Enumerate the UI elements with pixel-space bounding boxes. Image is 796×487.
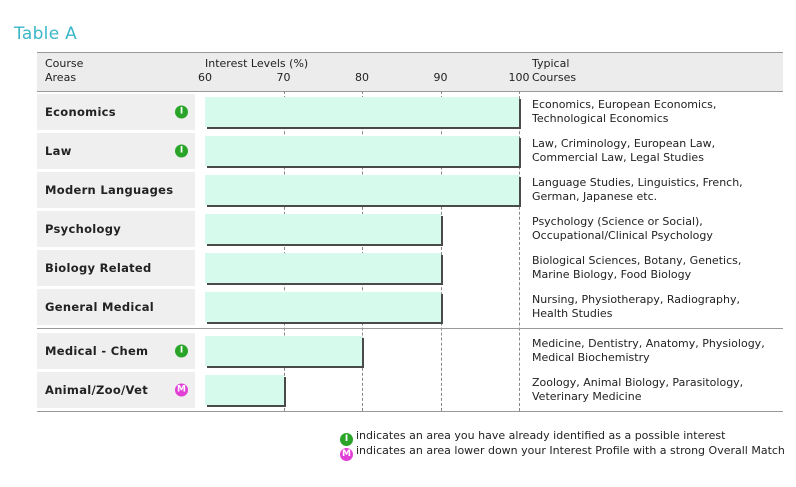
bar-psychology	[205, 214, 441, 244]
course-area-name: Modern Languages	[45, 183, 174, 197]
badge-i-icon: I	[175, 106, 188, 119]
course-line: Technological Economics	[532, 112, 669, 125]
row-label	[37, 250, 195, 286]
header-courses-line2: Courses	[532, 71, 577, 84]
course-line: Economics, European Economics,	[532, 98, 717, 111]
row-label	[37, 94, 195, 130]
header-typical-courses	[532, 57, 576, 85]
course-line: Psychology (Science or Social),	[532, 215, 703, 228]
row-label	[37, 333, 195, 369]
bar-general-medical	[205, 292, 441, 322]
bar-modern-languages	[205, 175, 519, 205]
gridline-100	[519, 91, 520, 411]
typical-courses	[532, 293, 782, 321]
legend-text-m: indicates an area lower down your Interest Profile with a strong Overall Match	[356, 444, 785, 457]
course-line: Biological Sciences, Botany, Genetics,	[532, 254, 742, 267]
course-line: Veterinary Medicine	[532, 390, 642, 403]
typical-courses	[532, 376, 782, 404]
course-line: Zoology, Animal Biology, Parasitology,	[532, 376, 744, 389]
tick-label-70: 70	[276, 71, 291, 84]
typical-courses	[532, 254, 782, 282]
legend-badge-i: I	[340, 433, 353, 446]
badge-i-icon: I	[175, 345, 188, 358]
tick-label-60: 60	[198, 71, 212, 84]
legend-text-i: indicates an area you have already identified as a possible interest	[356, 429, 726, 442]
header-areas-line2: Areas	[45, 71, 77, 84]
course-line: Medical Biochemistry	[532, 351, 650, 364]
course-area-name: General Medical	[45, 300, 155, 314]
course-line: Law, Criminology, European Law,	[532, 137, 716, 150]
row-label	[37, 172, 195, 208]
bar-economics	[205, 97, 519, 127]
bar-biology-related	[205, 253, 441, 283]
course-area-name: Law	[45, 144, 72, 158]
course-line: Occupational/Clinical Psychology	[532, 229, 713, 242]
tick-label-80: 80	[355, 71, 369, 84]
course-line: Nursing, Physiotherapy, Radiography,	[532, 293, 741, 306]
badge-i-icon: I	[175, 145, 188, 158]
header-course-line1: Course	[45, 57, 84, 70]
tick-label-90: 90	[433, 71, 448, 84]
typical-courses	[532, 337, 782, 365]
group-divider	[37, 328, 783, 329]
row-label	[37, 133, 195, 169]
course-area-name: Psychology	[45, 222, 122, 236]
bar-law	[205, 136, 519, 166]
table-title: Table A	[14, 24, 78, 44]
course-area-name: Biology Related	[45, 261, 152, 275]
typical-courses	[532, 137, 782, 165]
row-label	[37, 372, 195, 408]
legend-badge-m: M	[340, 448, 353, 461]
interest-table	[37, 52, 783, 412]
course-line: Commercial Law, Legal Studies	[532, 151, 704, 164]
tick-label-100: 100	[508, 71, 530, 84]
bar-medical-chem	[205, 336, 362, 366]
header-typical-line1: Typical	[532, 57, 570, 70]
course-line: German, Japanese etc.	[532, 190, 658, 203]
course-area-name: Economics	[45, 105, 116, 119]
typical-courses	[532, 176, 782, 204]
course-line: Health Studies	[532, 307, 613, 320]
course-line: Marine Biology, Food Biology	[532, 268, 692, 281]
table-header	[37, 53, 783, 92]
course-area-name: Animal/Zoo/Vet	[45, 383, 149, 397]
row-label	[37, 289, 195, 325]
typical-courses	[532, 215, 782, 243]
course-area-name: Medical - Chem	[45, 344, 149, 358]
legend-match	[340, 444, 785, 461]
typical-courses	[532, 98, 782, 126]
course-line: Language Studies, Linguistics, French,	[532, 176, 743, 189]
row-label	[37, 211, 195, 247]
bar-animal-zoo-vet	[205, 375, 284, 405]
badge-m-icon: M	[175, 384, 188, 397]
course-line: Medicine, Dentistry, Anatomy, Physiology,	[532, 337, 765, 350]
header-interest-levels: Interest Levels (%)	[205, 57, 309, 70]
header-course-areas	[45, 57, 83, 85]
